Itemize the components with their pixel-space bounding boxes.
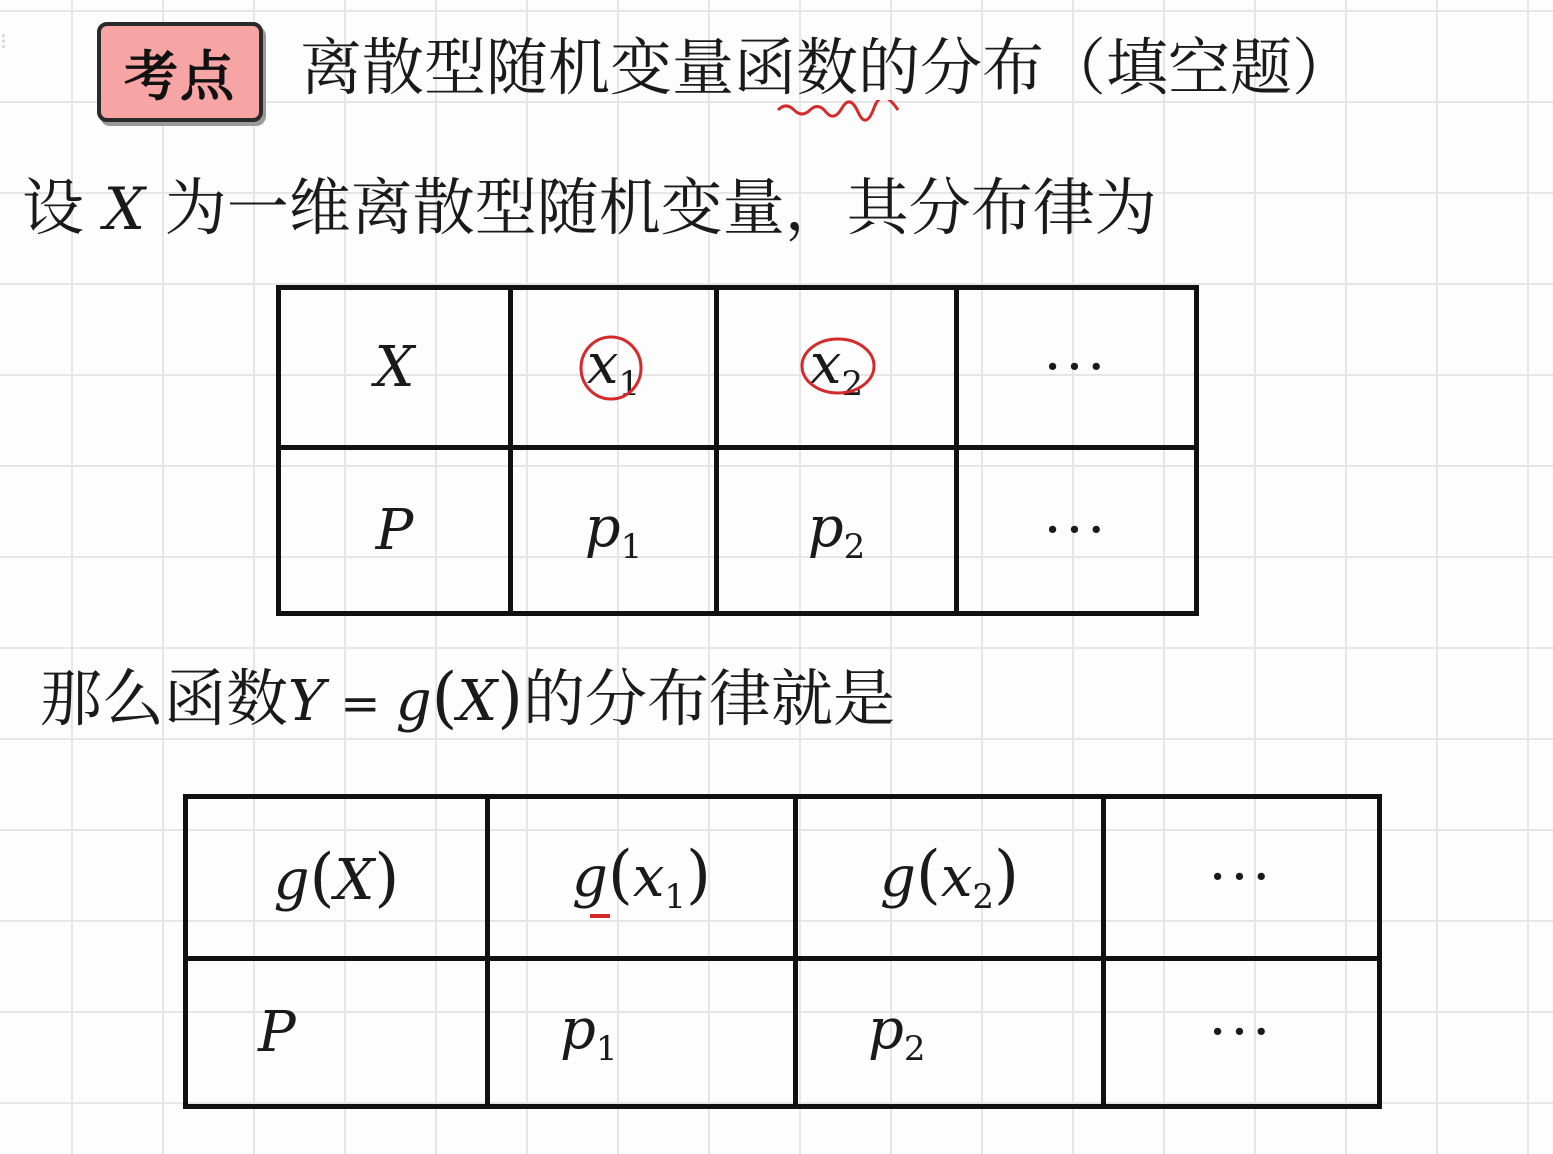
red-squiggle-annotation xyxy=(776,100,900,122)
table-cell-x1 xyxy=(511,288,717,448)
table-cell-ellipsis xyxy=(1104,959,1380,1107)
table-row xyxy=(186,959,1380,1107)
table-cell-p1 xyxy=(511,448,717,614)
formula-equals: = xyxy=(324,676,396,732)
distribution-table-gx xyxy=(183,794,1382,1109)
function-prefix: 那么函数 xyxy=(40,662,289,735)
x1-base: x xyxy=(586,331,619,397)
table-cell-p1 xyxy=(488,959,796,1107)
gx1-x: x xyxy=(632,845,665,910)
table-cell-gx1: g $(x_1)$ xyxy=(488,797,796,959)
distribution-table-x xyxy=(276,285,1199,616)
ellipsis: ··· xyxy=(1043,335,1110,400)
table-row xyxy=(186,797,1380,959)
gx2-g: g xyxy=(879,845,916,910)
function-suffix: 的分布律就是 xyxy=(522,662,895,735)
gx2-subscript: 2 xyxy=(972,877,995,917)
formula-y: Y xyxy=(288,669,325,734)
formula-lparen: ( xyxy=(431,659,458,736)
p1-subscript: 1 xyxy=(620,526,643,567)
table-cell-header-p xyxy=(186,959,488,1107)
p1-base: p xyxy=(584,494,621,560)
red-circle-annotation xyxy=(794,328,884,408)
table-cell-p2 xyxy=(717,448,957,614)
table-cell-header-gx: g(X) xyxy=(186,797,488,959)
gx2-x: x xyxy=(940,845,973,910)
ellipsis: ··· xyxy=(1208,845,1275,910)
x2-base: x xyxy=(809,331,842,397)
formula-g: g xyxy=(395,669,432,734)
p1-subscript: 1 xyxy=(595,1028,618,1069)
table-cell-x2 xyxy=(717,288,957,448)
p2-base: p xyxy=(807,494,844,560)
table-cell-p2 xyxy=(796,959,1104,1107)
table-cell-ellipsis xyxy=(1104,797,1380,959)
topic-badge xyxy=(97,22,263,122)
page-title: 离散型随机变量函数的分布（填空题） xyxy=(300,31,1355,104)
table-cell-ellipsis xyxy=(957,288,1197,448)
table-cell-header-x xyxy=(279,288,511,448)
table-row xyxy=(279,448,1197,614)
x2-subscript: 2 xyxy=(841,363,864,404)
gx1-g: g xyxy=(571,845,608,910)
topic-badge-label: 考点 xyxy=(124,44,236,108)
formula-rparen: ) xyxy=(497,659,523,736)
intro-prefix: 设 xyxy=(22,171,85,244)
ellipsis: ··· xyxy=(1043,498,1110,563)
header-x-label: X xyxy=(374,335,415,400)
header-p-label: P xyxy=(375,498,414,563)
table-cell-gx2: $g(x_2)$ xyxy=(796,797,1104,959)
intro-suffix: 为一维离散型随机变量，其分布律为 xyxy=(164,171,1157,244)
header-p-label: P xyxy=(258,1000,296,1065)
p2-subscript: 2 xyxy=(843,526,866,567)
function-sentence xyxy=(40,658,895,744)
x1-subscript: 1 xyxy=(618,363,641,404)
intro-sentence xyxy=(22,168,1157,249)
ellipsis: ··· xyxy=(1208,1000,1275,1065)
gx-g: g xyxy=(273,847,310,913)
gx1-subscript: 1 xyxy=(664,877,687,917)
intro-variable: X xyxy=(103,175,146,243)
underlined-g xyxy=(572,845,608,910)
red-circle-annotation xyxy=(571,328,651,408)
p2-subscript: 2 xyxy=(903,1028,926,1069)
table-cell-header-p xyxy=(279,448,511,614)
corner-watermark: ⁝ xyxy=(0,30,7,55)
table-cell-ellipsis xyxy=(957,448,1197,614)
gx-x: X xyxy=(334,847,375,913)
red-underline-annotation xyxy=(590,914,610,918)
circled-x2 xyxy=(810,332,863,404)
p1-base: p xyxy=(560,996,596,1062)
table-row xyxy=(279,288,1197,448)
p2-base: p xyxy=(868,996,904,1062)
formula-x: X xyxy=(457,669,498,734)
circled-x1 xyxy=(587,332,640,404)
